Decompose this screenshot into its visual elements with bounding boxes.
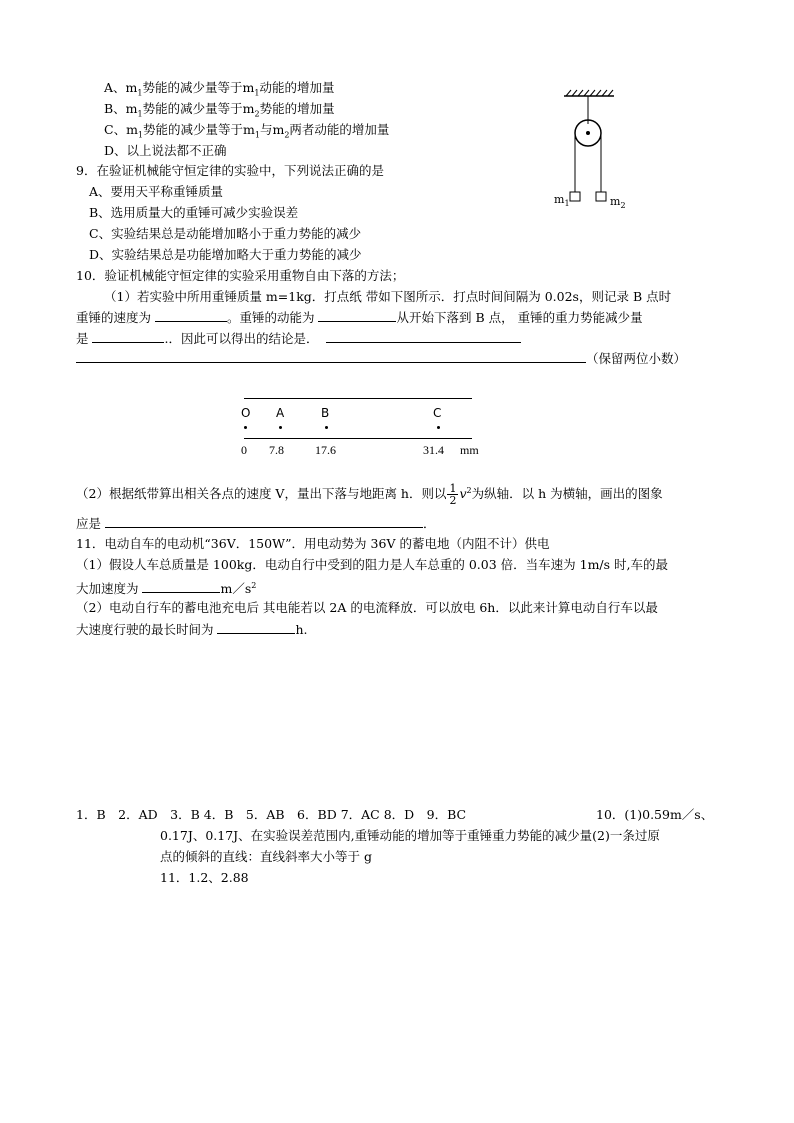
q10-part2-line2: 应是 ．	[76, 516, 436, 531]
q9-option-c: C、实验结果总是动能增加略小于重力势能的减少	[89, 226, 362, 241]
tape-value-o: 0	[241, 443, 247, 457]
q11-part1-line2: 大加速度为 $m/s^2$	[76, 581, 257, 597]
q9-option-b: B、选用质量大的重锤可减少实验误差	[89, 205, 299, 220]
q8-option-d: D、以上说法都不正确	[104, 143, 227, 158]
q9-option-a: A、要用天平称重锤质量	[89, 184, 224, 199]
tape-dot-c	[437, 426, 440, 429]
q10-part1-line4: （保留两位小数）	[76, 350, 686, 367]
q10-part1-line1: （1）若实验中所用重锤质量 m=1kg．打点纸 带如下图所示．打点时间间隔为 0.02s，则记录 B 点时	[104, 289, 672, 304]
answer-blank-graph[interactable]	[105, 515, 423, 528]
q11-stem: 11．电动自车的电动机“36V．150W”．用电动势为 36V 的蓄电地（内阻不计）供电	[76, 536, 550, 551]
tape-dot-a	[279, 426, 282, 429]
q11-part2-line1: （2）电动自行车的蓄电池充电后 其电能若以 2A 的电流释放．可以放电 6h．以此来计算电动自行车以最	[76, 600, 658, 615]
q11-part1-line1: （1）假设人车总质量是 100kg．电动自行中受到的阻力是人车总重的 0.03 倍．当车速为 1m/s 时,车的最	[76, 557, 668, 572]
answer-blank-kinetic-energy[interactable]	[318, 309, 396, 322]
answers-line4: 11．1.2、2.88	[160, 870, 249, 885]
answers-line2: 0.17J、0.17J、在实验误差范围内,重锤动能的增加等于重锤重力势能的减少量(2)一条过原	[160, 828, 660, 843]
q10-part2-line1: （2）根据纸带算出相关各点的速度 V，量出下落与地距离 h．则以 $\frac{1}{2}$ $v^2$为纵轴．以 h 为横轴，画出的图象	[76, 482, 663, 508]
tape-value-a: 7.8	[269, 443, 284, 457]
tape-dot-o	[244, 426, 247, 429]
answer-blank-conclusion[interactable]	[326, 330, 521, 343]
m2-label: $m_2$	[610, 195, 626, 211]
q10-part1-line2: 重锤的速度为 。重锤的动能为 从开始下落到 B 点， 重锤的重力势能减少量	[76, 310, 643, 325]
q10-part1-line3: 是 .．因此可以得出的结论是．	[76, 330, 521, 347]
tape-label-c: C	[433, 406, 442, 420]
m1-label: $m_1$	[554, 193, 570, 209]
answer-blank-conclusion-cont[interactable]	[76, 350, 586, 363]
answer-blank-velocity[interactable]	[155, 309, 227, 322]
q8-option-c: C、$m_1$势能的减少量等于$m_1$与$m_2$两者动能的增加量	[104, 122, 390, 140]
tape-bottom-edge	[244, 438, 472, 439]
tape-label-b: B	[321, 406, 330, 420]
q8-option-a: A、$m_1$势能的减少量等于$m_1$动能的增加量	[104, 80, 335, 98]
tape-dot-b	[325, 426, 328, 429]
tape-value-c: 31.4	[423, 443, 444, 457]
fraction-one-half: $\frac{1}{2}$	[449, 482, 457, 508]
answer-blank-time[interactable]	[217, 621, 295, 634]
q9-stem: 9．在验证机械能守恒定律的实验中，下列说法正确的是	[76, 163, 384, 178]
tape-unit: mm	[460, 443, 479, 457]
answers-line1-left: 1．B 2．AD 3．B 4．B 5．AB 6．BD 7．AC 8．D 9．BC	[76, 807, 467, 822]
tape-value-b: 17.6	[315, 443, 336, 457]
answers-line1-right: 10．(1)0.59m／s、	[596, 807, 714, 822]
answer-blank-potential-energy[interactable]	[92, 330, 164, 343]
q11-part2-line2: 大速度行驶的最长时间为 h.	[76, 622, 308, 637]
q10-stem: 10．验证机械能守恒定律的实验采用重物自由下落的方法；	[76, 268, 405, 283]
q9-option-d: D、实验结果总是功能增加略大于重力势能的减少	[89, 247, 362, 262]
tape-label-a: A	[276, 406, 285, 420]
q8-option-b: B、$m_1$势能的减少量等于$m_2$势能的增加量	[104, 101, 335, 119]
tape-top-edge	[244, 398, 472, 399]
answers-line3: 点的倾斜的直线：直线斜率大小等于 g	[160, 849, 372, 864]
tape-label-o: O	[241, 406, 251, 420]
answer-blank-acceleration[interactable]	[142, 580, 220, 593]
